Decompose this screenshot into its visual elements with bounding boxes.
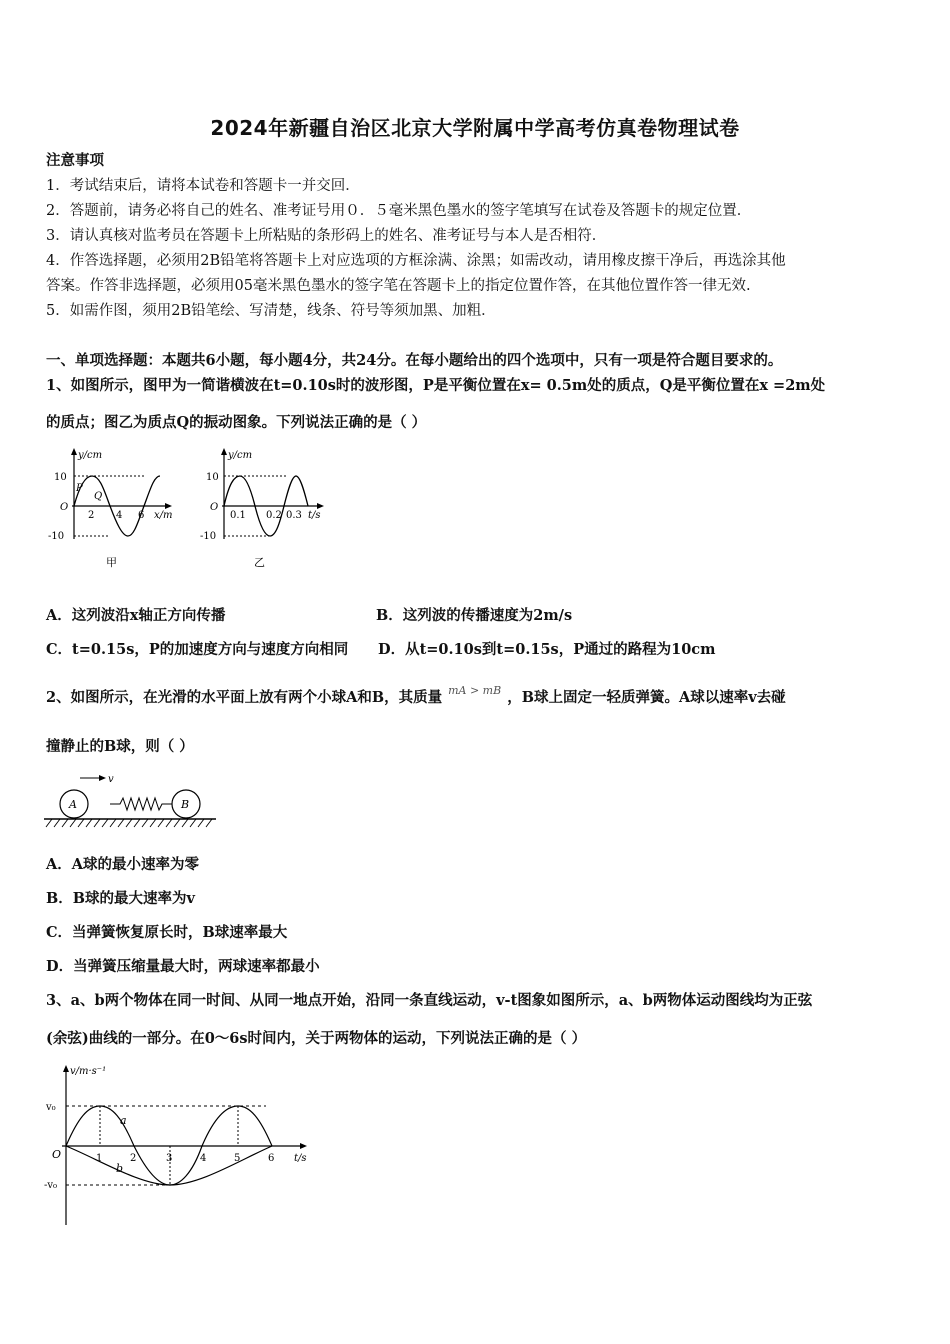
- notice-item: 答案。作答非选择题，必须用05毫米黑色墨水的签字笔在答题卡上的指定位置作答，在其他位置作答一律无效.: [46, 278, 751, 294]
- option-d: D．当弹簧压缩量最大时，两球速率都最小: [46, 958, 320, 975]
- t-tick: 4: [200, 1153, 207, 1164]
- question-2-text: [46, 684, 786, 709]
- origin-label: O: [60, 502, 69, 513]
- x-tick: 4: [116, 510, 123, 521]
- question-2-text: 撞静止的B球，则（ ）: [46, 738, 194, 755]
- y-axis-label: y/cm: [228, 450, 253, 461]
- curve-b-label: b: [116, 1162, 124, 1175]
- t-tick: 6: [268, 1153, 275, 1164]
- origin-label: O: [210, 502, 219, 513]
- question-3-text: 3、a、b两个物体在同一时间、从同一地点开始，沿同一条直线运动，v-t图象如图所示，a、b两物体运动图线均为正弦: [46, 992, 813, 1009]
- notice-heading: 注意事项: [46, 152, 104, 169]
- v0-label: v₀: [46, 1102, 56, 1113]
- option-c: C．当弹簧恢复原长时，B球速率最大: [46, 924, 288, 941]
- t-tick: 0.2: [266, 510, 282, 521]
- option-d: D．从t=0.10s到t=0.15s，P通过的路程为10cm: [378, 641, 716, 658]
- ball-a-label: A: [69, 798, 77, 811]
- option-c: C．t=0.15s，P的加速度方向与速度方向相同: [46, 641, 349, 658]
- notice-item: 5．如需作图，须用2B铅笔绘、写清楚，线条、符号等须加黑、加粗．: [46, 303, 496, 319]
- origin-label: O: [52, 1148, 62, 1161]
- option-a: A．这列波沿x轴正方向传播: [46, 607, 226, 624]
- wave-figure-jia: [44, 444, 184, 574]
- curve-a: [170, 1146, 202, 1185]
- t-tick: 3: [166, 1153, 173, 1164]
- t-tick: 1: [96, 1153, 103, 1164]
- page-title: 2024年新疆自治区北京大学附属中学高考仿真卷物理试卷: [210, 116, 740, 140]
- t-tick: 0.1: [230, 510, 246, 521]
- y-axis-label: v/m·s⁻¹: [70, 1066, 107, 1077]
- ground-hatching: [46, 819, 212, 827]
- amplitude-top-label: 10: [54, 472, 67, 483]
- curve-a: [202, 1106, 272, 1146]
- spring: [110, 798, 172, 810]
- option-a: A．A球的最小速率为零: [46, 856, 199, 873]
- y-axis-label: y/cm: [78, 450, 103, 461]
- mass-relation: mA > mB: [448, 684, 502, 697]
- t-tick: 2: [130, 1153, 137, 1164]
- velocity-label: v: [108, 774, 114, 785]
- curve-b: [66, 1146, 275, 1185]
- t-axis-label: t/s: [308, 510, 321, 521]
- question-1-text: 的质点；图乙为质点Q的振动图象。下列说法正确的是（ ）: [46, 414, 427, 431]
- question-3-text: (余弦)曲线的一部分。在0～6s时间内，关于两物体的运动，下列说法正确的是（ ）: [46, 1030, 587, 1047]
- collision-figure: [44, 770, 224, 832]
- ball-b-label: B: [181, 798, 190, 811]
- section-heading: 一、单项选择题：本题共6小题，每小题4分，共24分。在每小题给出的四个选项中，只有一项是符合题目要求的。: [46, 352, 783, 369]
- notice-item: 1．考试结束后，请将本试卷和答题卡一并交回．: [46, 178, 360, 194]
- option-b: B．B球的最大速率为v: [46, 890, 195, 907]
- vt-figure: [40, 1060, 320, 1230]
- curve-a-label: a: [120, 1114, 127, 1127]
- point-q-label: Q: [94, 491, 103, 502]
- neg-v0-label: -v₀: [44, 1180, 58, 1191]
- x-tick: 2: [88, 510, 95, 521]
- notice-item: 3．请认真核对监考员在答题卡上所粘贴的条形码上的姓名、准考证号与本人是否相符．: [46, 228, 607, 244]
- t-tick: 0.3: [286, 510, 302, 521]
- option-b: B．这列波的传播速度为2m/s: [376, 607, 573, 624]
- point-p-label: P: [76, 483, 83, 494]
- figure-caption: 乙: [254, 556, 265, 569]
- question-2-suffix: ，B球上固定一轻质弹簧。A球以速率v去碰: [507, 689, 786, 706]
- amplitude-bottom-label: -10: [48, 531, 65, 542]
- question-1-text: 1、如图所示，图甲为一简谐横波在t=0.10s时的波形图，P是平衡位置在x= 0.5m处的质点，Q是平衡位置在x =2m处: [46, 377, 826, 394]
- vibration-figure-yi: [196, 444, 336, 574]
- x-axis-label: x/m: [154, 510, 173, 521]
- notice-item: 4．作答选择题，必须用2B铅笔将答题卡上对应选项的方框涂满、涂黑；如需改动，请用橡皮擦干净后，再选涂其他: [46, 253, 786, 269]
- question-2-prefix: 2、如图所示，在光滑的水平面上放有两个小球A和B，其质量: [46, 689, 443, 706]
- amplitude-top-label: 10: [206, 472, 219, 483]
- x-tick: 6: [138, 510, 145, 521]
- notice-item: 2．答题前，请务必将自己的姓名、准考证号用０．５毫米黑色墨水的签字笔填写在试卷及答题卡的规定位置．: [46, 203, 752, 219]
- t-axis-label: t/s: [294, 1153, 307, 1164]
- t-tick: 5: [234, 1153, 241, 1164]
- figure-caption: 甲: [106, 556, 117, 569]
- amplitude-bottom-label: -10: [200, 531, 217, 542]
